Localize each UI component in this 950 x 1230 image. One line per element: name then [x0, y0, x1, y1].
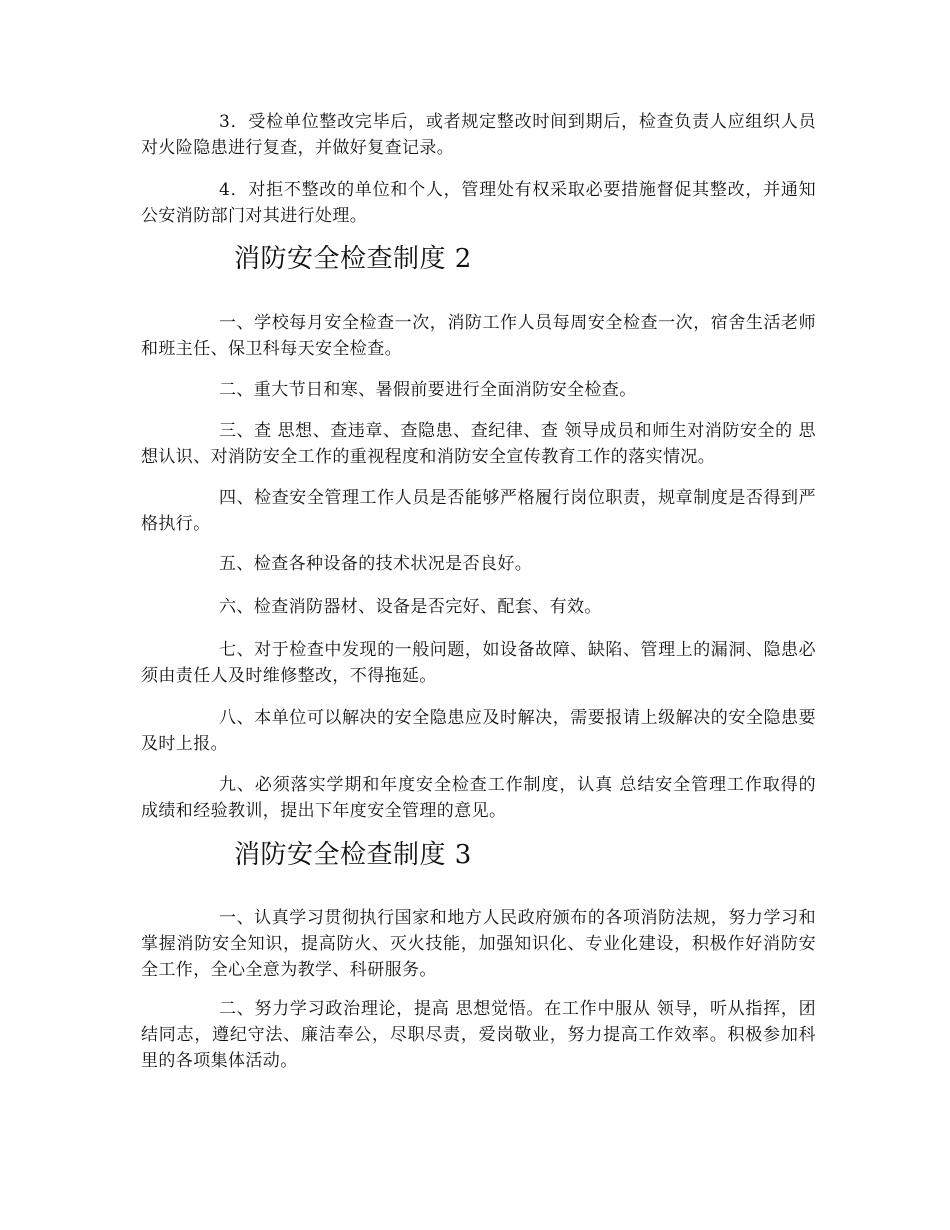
s2-paragraph-1: 一、学校每月安全检查一次，消防工作人员每周安全检查一次，宿舍生活老师和班主任、保卫科每天安全检查。: [141, 313, 816, 359]
s2-paragraph-4: 四、检查安全管理工作人员是否能够严格履行岗位职责，规章制度是否得到严格执行。: [141, 488, 816, 534]
paragraph-4: 4．对拒不整改的单位和个人，管理处有权采取必要措施督促其整改，并通知公安消防部门对其进行处理。: [141, 180, 816, 226]
s2-paragraph-3: 三、查 思想、查违章、查隐患、查纪律、查 领导成员和师生对消防安全的 思想认识、对消防安全工作的重视程度和消防安全宣传教育工作的落实情况。: [141, 421, 816, 467]
section-2-title: 消防安全检查制度 2: [234, 244, 472, 274]
s3-paragraph-2: 二、努力学习政治理论，提高 思想觉悟。在工作中服从 领导，听从指挥，团结同志，遵纪守法、廉洁奉公，尽职尽责，爱岗敬业，努力提高工作效率。积极参加科里的各项集体活动。: [141, 999, 816, 1071]
s2-paragraph-7: 七、对于检查中发现的一般问题，如设备故障、缺陷、管理上的漏洞、隐患必须由责任人及时维修整改，不得拖延。: [141, 640, 816, 686]
paragraph-3: 3．受检单位整改完毕后，或者规定整改时间到期后，检查负责人应组织人员对火险隐患进行复查，并做好复查记录。: [141, 112, 816, 158]
s2-paragraph-5: 五、检查各种设备的技术状况是否良好。: [219, 554, 533, 574]
s2-paragraph-8: 八、本单位可以解决的安全隐患应及时解决，需要报请上级解决的安全隐患要及时上报。: [141, 708, 816, 754]
section-3-title: 消防安全检查制度 3: [234, 840, 472, 870]
s2-paragraph-6: 六、检查消防器材、设备是否完好、配套、有效。: [219, 597, 602, 617]
s2-paragraph-9: 九、必须落实学期和年度安全检查工作制度，认真 总结安全管理工作取得的成绩和经验教训，提出下年度安全管理的意见。: [141, 775, 816, 821]
s3-paragraph-1: 一、认真学习贯彻执行国家和地方人民政府颁布的各项消防法规，努力学习和掌握消防安全知识，提高防火、灭火技能，加强知识化、专业化建设，积极作好消防安全工作，全心全意为教学、科研服务。: [141, 908, 816, 980]
s2-paragraph-2: 二、重大节日和寒、暑假前要进行全面消防安全检查。: [219, 380, 637, 400]
